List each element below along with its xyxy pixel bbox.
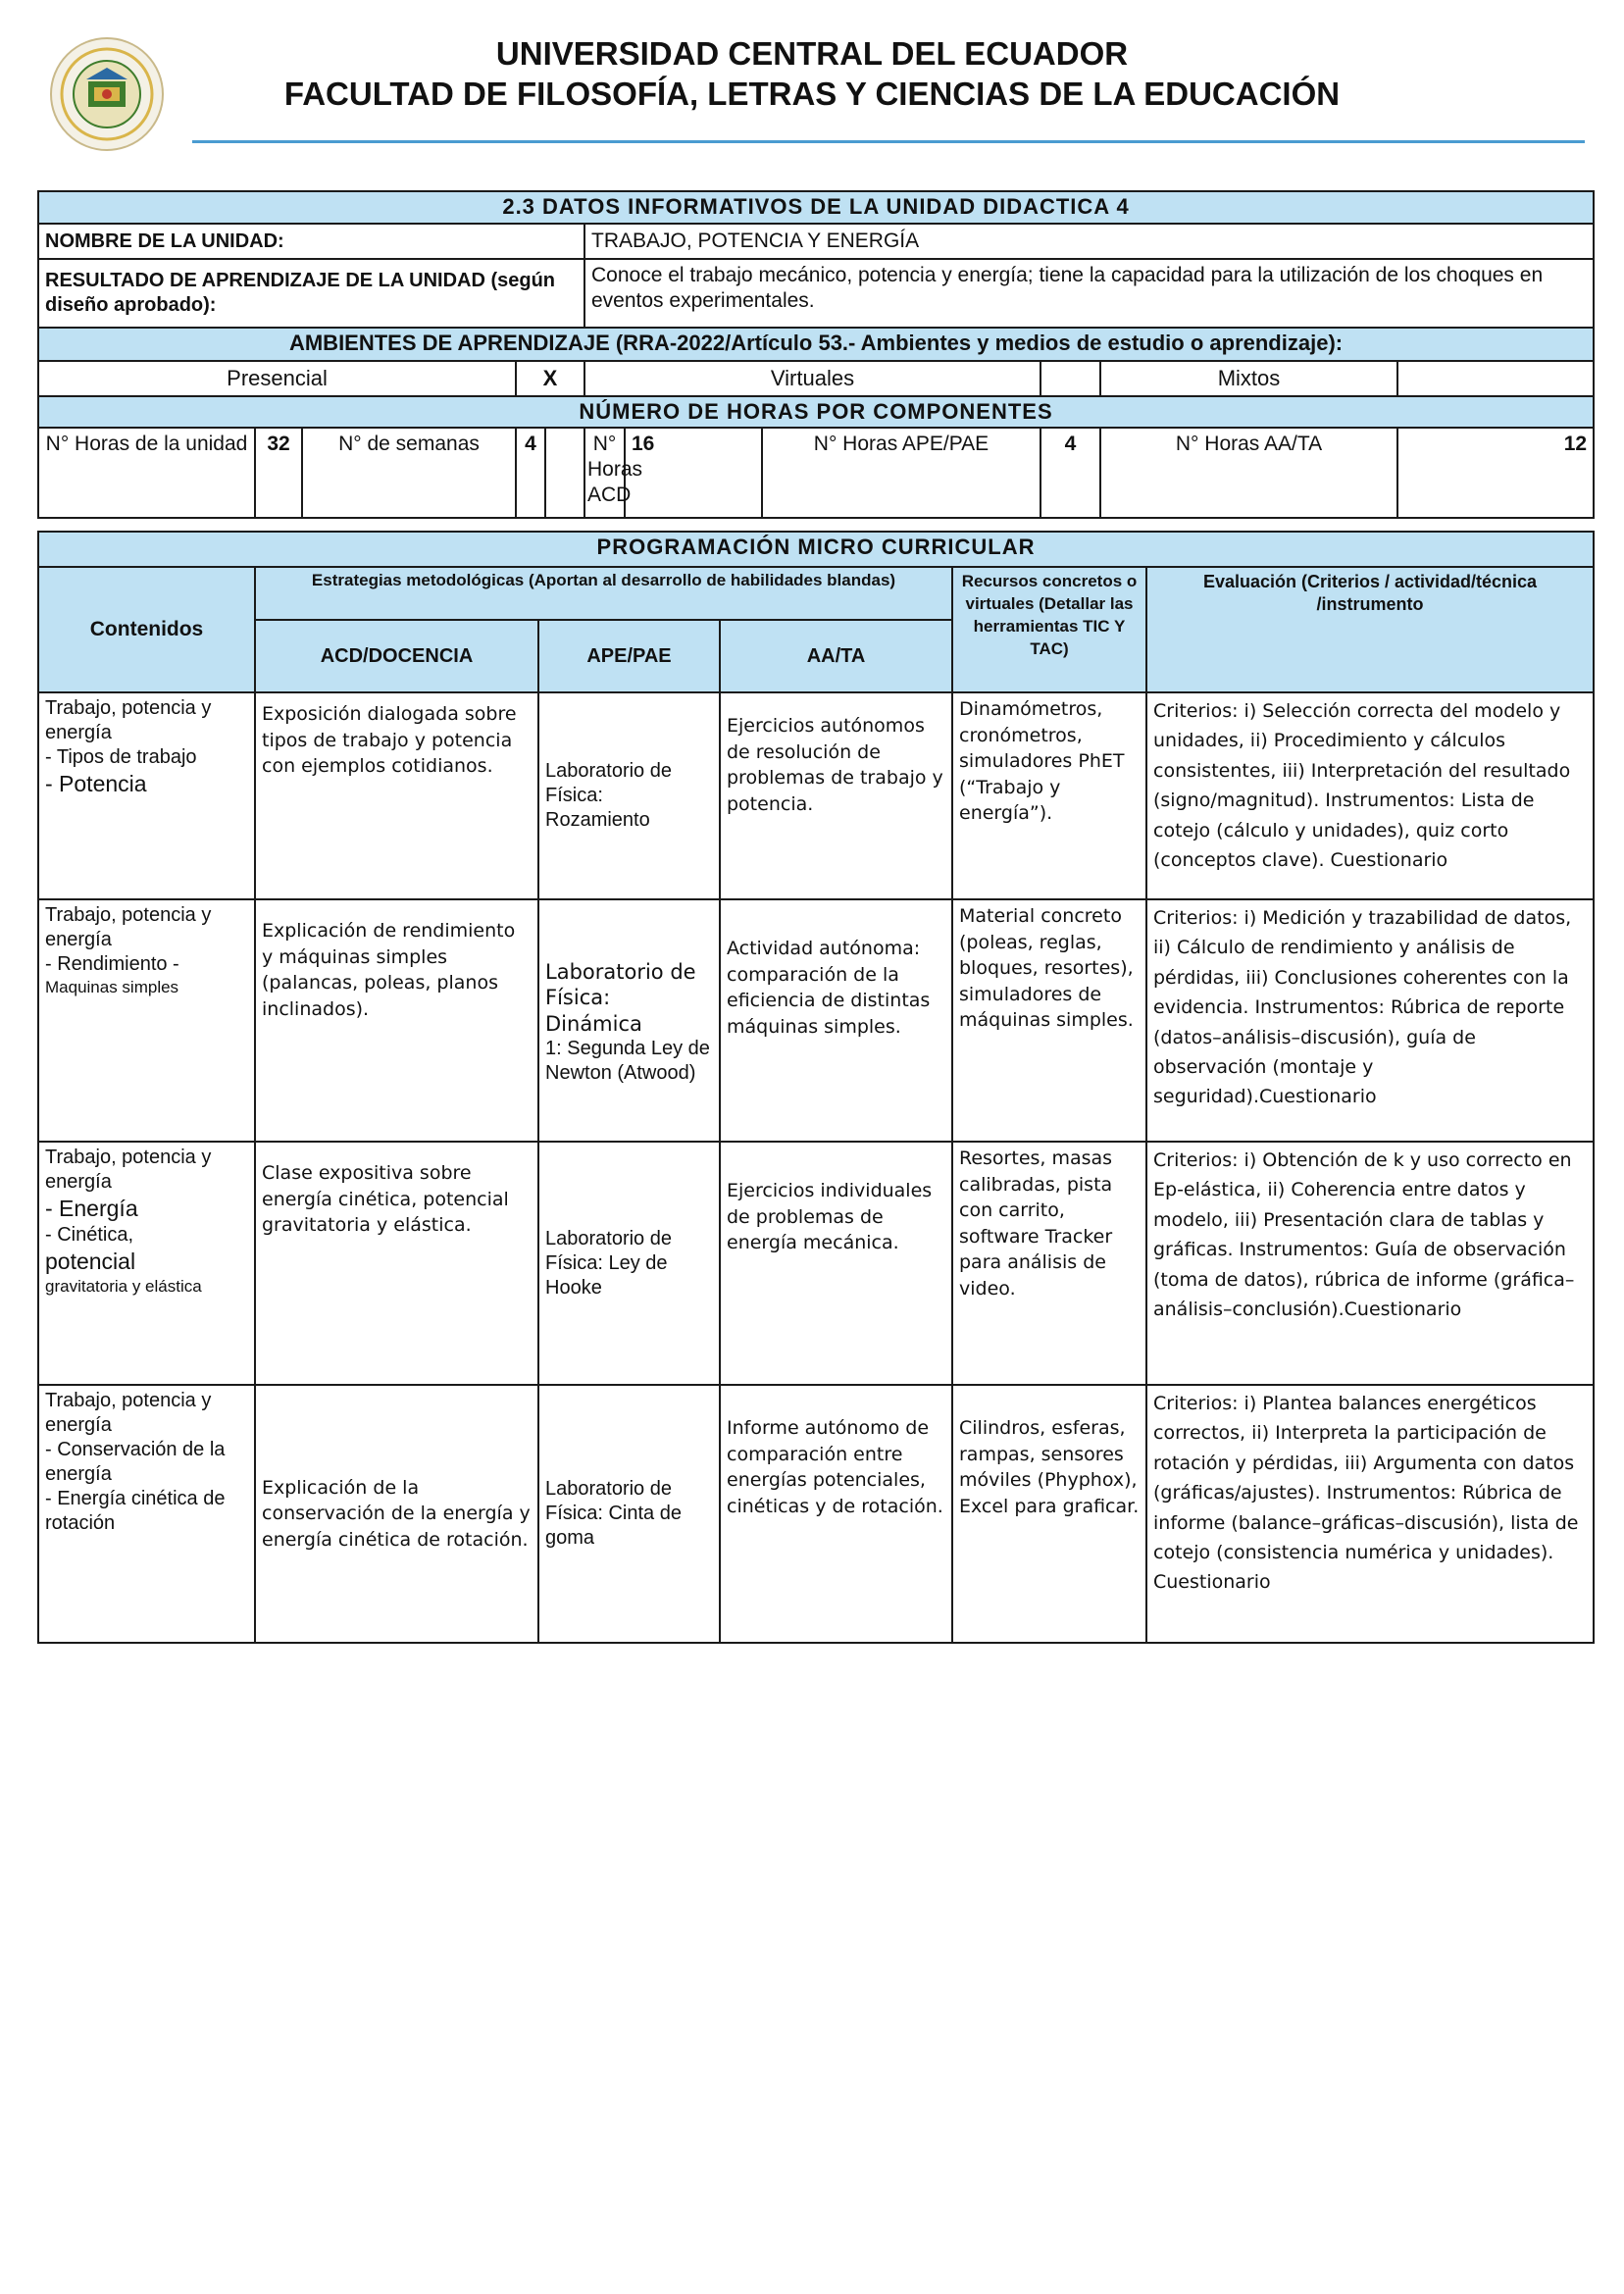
unit-name-value: TRABAJO, POTENCIA Y ENERGÍA <box>584 224 1594 259</box>
acd-hours-label: N° Horas ACD <box>584 428 625 518</box>
environments-title: AMBIENTES DE APRENDIZAJE (RRA-2022/Artículo 53.- Ambientes y medios de estudio o aprendizaje): <box>38 328 1594 361</box>
program-title: PROGRAMACIÓN MICRO CURRICULAR <box>38 532 1594 567</box>
content-subtopic: - Energía <box>45 1196 138 1221</box>
table-row <box>38 692 1594 899</box>
table-row <box>38 1142 1594 1385</box>
faculty-title: FACULTAD DE FILOSOFÍA, LETRAS Y CIENCIAS DE LA EDUCACIÓN <box>283 76 1341 112</box>
acd-hours-value: 16 <box>625 428 762 518</box>
resources-cell: Resortes, masas calibradas, pista con carrito, software Tracker para análisis de video. <box>952 1142 1146 1385</box>
result-label: RESULTADO DE APRENDIZAJE DE LA UNIDAD (según diseño aprobado): <box>38 259 584 328</box>
acd-cell: Explicación de la conservación de la energía y energía cinética de rotación. <box>255 1385 538 1643</box>
ape-header: APE/PAE <box>538 620 720 692</box>
env-presencial-mark: X <box>516 361 584 396</box>
table-row <box>38 899 1594 1142</box>
resources-header: Recursos concretos o virtuales (Detallar las herramientas TIC Y TAC) <box>952 567 1146 692</box>
env-mixtos-label: Mixtos <box>1100 361 1397 396</box>
result-value: Conoce el trabajo mecánico, potencia y energía; tiene la capacidad para la utilización de los choques en eventos experimentales. <box>584 259 1594 328</box>
content-subtopic: - Energía cinética de rotación <box>45 1488 226 1534</box>
aa-hours-label: N° Horas AA/TA <box>1100 428 1397 518</box>
contents-cell <box>38 1142 255 1385</box>
aa-hours-value: 12 <box>1397 428 1594 518</box>
content-subtopic: - Rendimiento - <box>45 953 179 975</box>
ape-cell: Laboratorio de Física: Rozamiento <box>538 692 720 899</box>
resources-cell: Material concreto (poleas, reglas, bloques, resortes), simuladores de máquinas simples. <box>952 899 1146 1142</box>
contents-cell <box>38 692 255 899</box>
content-subtopic: - Cinética, <box>45 1223 134 1246</box>
contents-cell <box>38 899 255 1142</box>
env-mixtos-mark <box>1397 361 1594 396</box>
env-virtuales-mark <box>1040 361 1100 396</box>
acd-cell: Explicación de rendimiento y máquinas simples (palancas, poleas, planos inclinados). <box>255 899 538 1142</box>
evaluation-cell: Criterios: i) Medición y trazabilidad de datos, ii) Cálculo de rendimiento y análisis de pérdidas, iii) Conclusiones coherentes con la evidencia. Instrumentos: Rúbrica de reporte (datos–análisis–discusión), guía de observación (montaje y seguridad).Cuestionario <box>1146 899 1594 1142</box>
info-title: 2.3 DATOS INFORMATIVOS DE LA UNIDAD DIDACTICA 4 <box>38 191 1594 224</box>
aa-cell: Ejercicios autónomos de resolución de problemas de trabajo y potencia. <box>720 692 952 899</box>
env-presencial-label: Presencial <box>38 361 516 396</box>
evaluation-cell: Criterios: i) Plantea balances energéticos correctos, ii) Interpreta la participación de rotación y pérdidas, iii) Argumenta con datos (gráficas/ajustes). Instrumentos: Rúbrica de informe (balance–gráficas–discusión), lista de cotejo (consistencia numérica y unidades). Cuestionario <box>1146 1385 1594 1643</box>
content-topic: Trabajo, potencia y energía <box>45 1147 212 1193</box>
hours-unit-value: 32 <box>255 428 302 518</box>
content-subtopic: potencial <box>45 1248 136 1274</box>
content-topic: Trabajo, potencia y energía <box>45 697 212 743</box>
content-topic: Trabajo, potencia y energía <box>45 1390 212 1436</box>
evaluation-cell: Criterios: i) Obtención de k y uso correcto en Ep-elástica, ii) Coherencia entre datos y modelo, iii) Presentación clara de tablas y gráficas. Instrumentos: Guía de observación (toma de datos), rúbrica de informe (gráfica–análisis–conclusión).Cuestionario <box>1146 1142 1594 1385</box>
contents-header: Contenidos <box>38 567 255 692</box>
table-row <box>38 1385 1594 1643</box>
content-subtopic: Maquinas simples <box>45 978 179 996</box>
content-subtopic: - Conservación de la energía <box>45 1439 226 1485</box>
aa-cell: Ejercicios individuales de problemas de energía mecánica. <box>720 1142 952 1385</box>
ape-cell <box>538 899 720 1142</box>
env-virtuales-label: Virtuales <box>584 361 1040 396</box>
unit-info-table <box>37 190 1595 519</box>
ape-lab-detail: 1: Segunda Ley de Newton (Atwood) <box>545 1037 710 1084</box>
evaluation-header: Evaluación (Criterios / actividad/técnica /instrumento <box>1146 567 1594 692</box>
ape-hours-label: N° Horas APE/PAE <box>762 428 1040 518</box>
content-topic: Trabajo, potencia y energía <box>45 904 212 950</box>
resources-cell: Dinamómetros, cronómetros, simuladores PhET (“Trabajo y energía”). <box>952 692 1146 899</box>
contents-cell <box>38 1385 255 1643</box>
aa-cell: Informe autónomo de comparación entre energías potenciales, cinéticas y de rotación. <box>720 1385 952 1643</box>
acd-header: ACD/DOCENCIA <box>255 620 538 692</box>
ape-lab-title: Laboratorio de Física: Dinámica <box>545 960 696 1036</box>
acd-cell: Exposición dialogada sobre tipos de trabajo y potencia con ejemplos cotidianos. <box>255 692 538 899</box>
unit-name-label: NOMBRE DE LA UNIDAD: <box>38 224 584 259</box>
evaluation-cell: Criterios: i) Selección correcta del modelo y unidades, ii) Procedimiento y cálculos consistentes, iii) Interpretación del resultado (signo/magnitud). Instrumentos: Lista de cotejo (cálculo y unidades), quiz corto (conceptos clave). Cuestionario <box>1146 692 1594 899</box>
weeks-value: 4 <box>516 428 545 518</box>
content-subtopic: gravitatoria y elástica <box>45 1276 202 1296</box>
content-subtopic: - Potencia <box>45 771 147 796</box>
acd-cell: Clase expositiva sobre energía cinética, potencial gravitatoria y elástica. <box>255 1142 538 1385</box>
university-title: UNIVERSIDAD CENTRAL DEL ECUADOR <box>495 35 1129 72</box>
ape-cell: Laboratorio de Física: Ley de Hooke <box>538 1142 720 1385</box>
ape-cell: Laboratorio de Física: Cinta de goma <box>538 1385 720 1643</box>
ape-hours-value: 4 <box>1040 428 1100 518</box>
header-rule <box>192 140 1585 143</box>
weeks-label: N° de semanas <box>302 428 516 518</box>
resources-cell: Cilindros, esferas, rampas, sensores móviles (Phyphox), Excel para graficar. <box>952 1385 1146 1643</box>
hours-unit-label: N° Horas de la unidad <box>38 428 255 518</box>
content-subtopic: - Tipos de trabajo <box>45 746 197 768</box>
aa-header: AA/TA <box>720 620 952 692</box>
aa-cell: Actividad autónoma: comparación de la eficiencia de distintas máquinas simples. <box>720 899 952 1142</box>
hours-title: NÚMERO DE HORAS POR COMPONENTES <box>38 396 1594 428</box>
micro-curricular-table <box>37 531 1595 1644</box>
strategies-header: Estrategias metodológicas (Aportan al desarrollo de habilidades blandas) <box>255 567 952 620</box>
